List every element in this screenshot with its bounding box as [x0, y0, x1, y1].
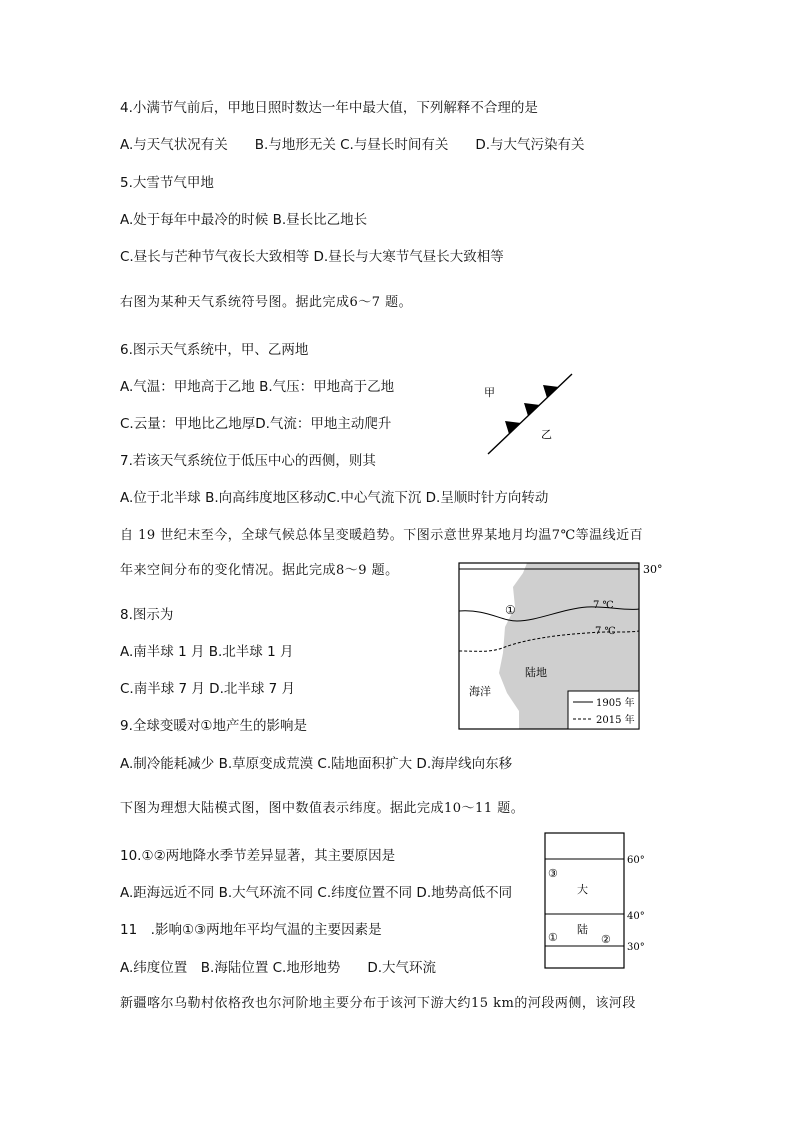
label-yi: 乙 — [541, 428, 552, 441]
char-lu: 陆 — [577, 923, 588, 936]
q11-stem: 11 .影响①③两地年平均气温的主要因素是 — [120, 922, 382, 938]
q8-options-1: A.南半球 1 月 B.北半球 1 月 — [120, 644, 294, 660]
q4-options: A.与天气状况有关 B.与地形无关 C.与昼长时间有关 D.与大气污染有关 — [120, 137, 585, 153]
q4-stem: 4.小满节气前后，甲地日照时数达一年中最大值，下列解释不合理的是 — [120, 100, 538, 116]
q8-stem: 8.图示为 — [120, 607, 174, 623]
intro-8-9-line1: 自 19 世纪末至今，全球气候总体呈变暖趋势。下图示意世界某地月均温7℃等温线近百 — [120, 528, 644, 543]
intro-8-9-line2: 年来空间分布的变化情况。据此完成8～9 题。 — [120, 563, 399, 578]
q5-stem: 5.大雪节气甲地 — [120, 175, 214, 191]
intro-10-11: 下图为理想大陆模式图，图中数值表示纬度。据此完成10～11 题。 — [120, 801, 525, 816]
isotherm-map — [457, 561, 672, 732]
q5-options-1: A.处于每年中最冷的时候 B.昼长比乙地长 — [120, 212, 368, 228]
q6-options-2: C.云量：甲地比乙地厚D.气流：甲地主动爬升 — [120, 416, 392, 432]
lat-30-label: 30° — [643, 563, 663, 576]
iso-label-lower: 7 ℃ — [595, 626, 616, 637]
front-triangle — [543, 385, 559, 398]
label-jia: 甲 — [484, 386, 495, 399]
intro-6-7: 右图为某种天气系统符号图。据此完成6～7 题。 — [120, 295, 413, 310]
q7-stem: 7.若该天气系统位于低压中心的西侧，则其 — [120, 453, 376, 469]
lat-40-label: 40° — [627, 911, 645, 922]
q7-options: A.位于北半球 B.向高纬度地区移动C.中心气流下沉 D.呈顺时针方向转动 — [120, 490, 549, 506]
marker-2: ② — [601, 933, 611, 946]
iso-label-upper: 7 ℃ — [593, 600, 614, 611]
ocean-label: 海洋 — [469, 685, 491, 698]
char-da: 大 — [577, 883, 588, 896]
legend-1905: 1905 年 — [596, 698, 635, 709]
lat-30-label: 30° — [627, 942, 645, 953]
land-label: 陆地 — [525, 666, 547, 679]
cold-front-figure — [480, 366, 580, 458]
marker-1: ① — [505, 603, 516, 617]
q11-options: A.纬度位置 B.海陆位置 C.地形地势 D.大气环流 — [120, 960, 437, 976]
next-intro: 新疆喀尔乌勒村依格孜也尔河阶地主要分布于该河下游大约15 km的河段两侧，该河段 — [120, 996, 636, 1011]
q10-options: A.距海远近不同 B.大气环流不同 C.纬度位置不同 D.地势高低不同 — [120, 885, 513, 901]
q9-stem: 9.全球变暖对①地产生的影响是 — [120, 718, 307, 734]
front-triangle — [505, 421, 521, 434]
q5-options-2: C.昼长与芒种节气夜长大致相等 D.昼长与大寒节气昼长大致相等 — [120, 249, 504, 265]
front-triangle — [524, 403, 540, 416]
lat-60-label: 60° — [627, 855, 645, 866]
marker-1: ① — [548, 931, 558, 944]
q6-options-1: A.气温：甲地高于乙地 B.气压：甲地高于乙地 — [120, 379, 395, 395]
q6-stem: 6.图示天气系统中，甲、乙两地 — [120, 342, 309, 358]
legend-2015: 2015 年 — [596, 715, 635, 726]
marker-3: ③ — [548, 867, 558, 880]
q8-options-2: C.南半球 7 月 D.北半球 7 月 — [120, 681, 296, 697]
q9-options: A.制冷能耗减少 B.草原变成荒漠 C.陆地面积扩大 D.海岸线向东移 — [120, 756, 513, 772]
continent-frame — [545, 833, 624, 968]
q10-stem: 10.①②两地降水季节差异显著，其主要原因是 — [120, 848, 396, 864]
ideal-continent-figure — [543, 831, 653, 971]
